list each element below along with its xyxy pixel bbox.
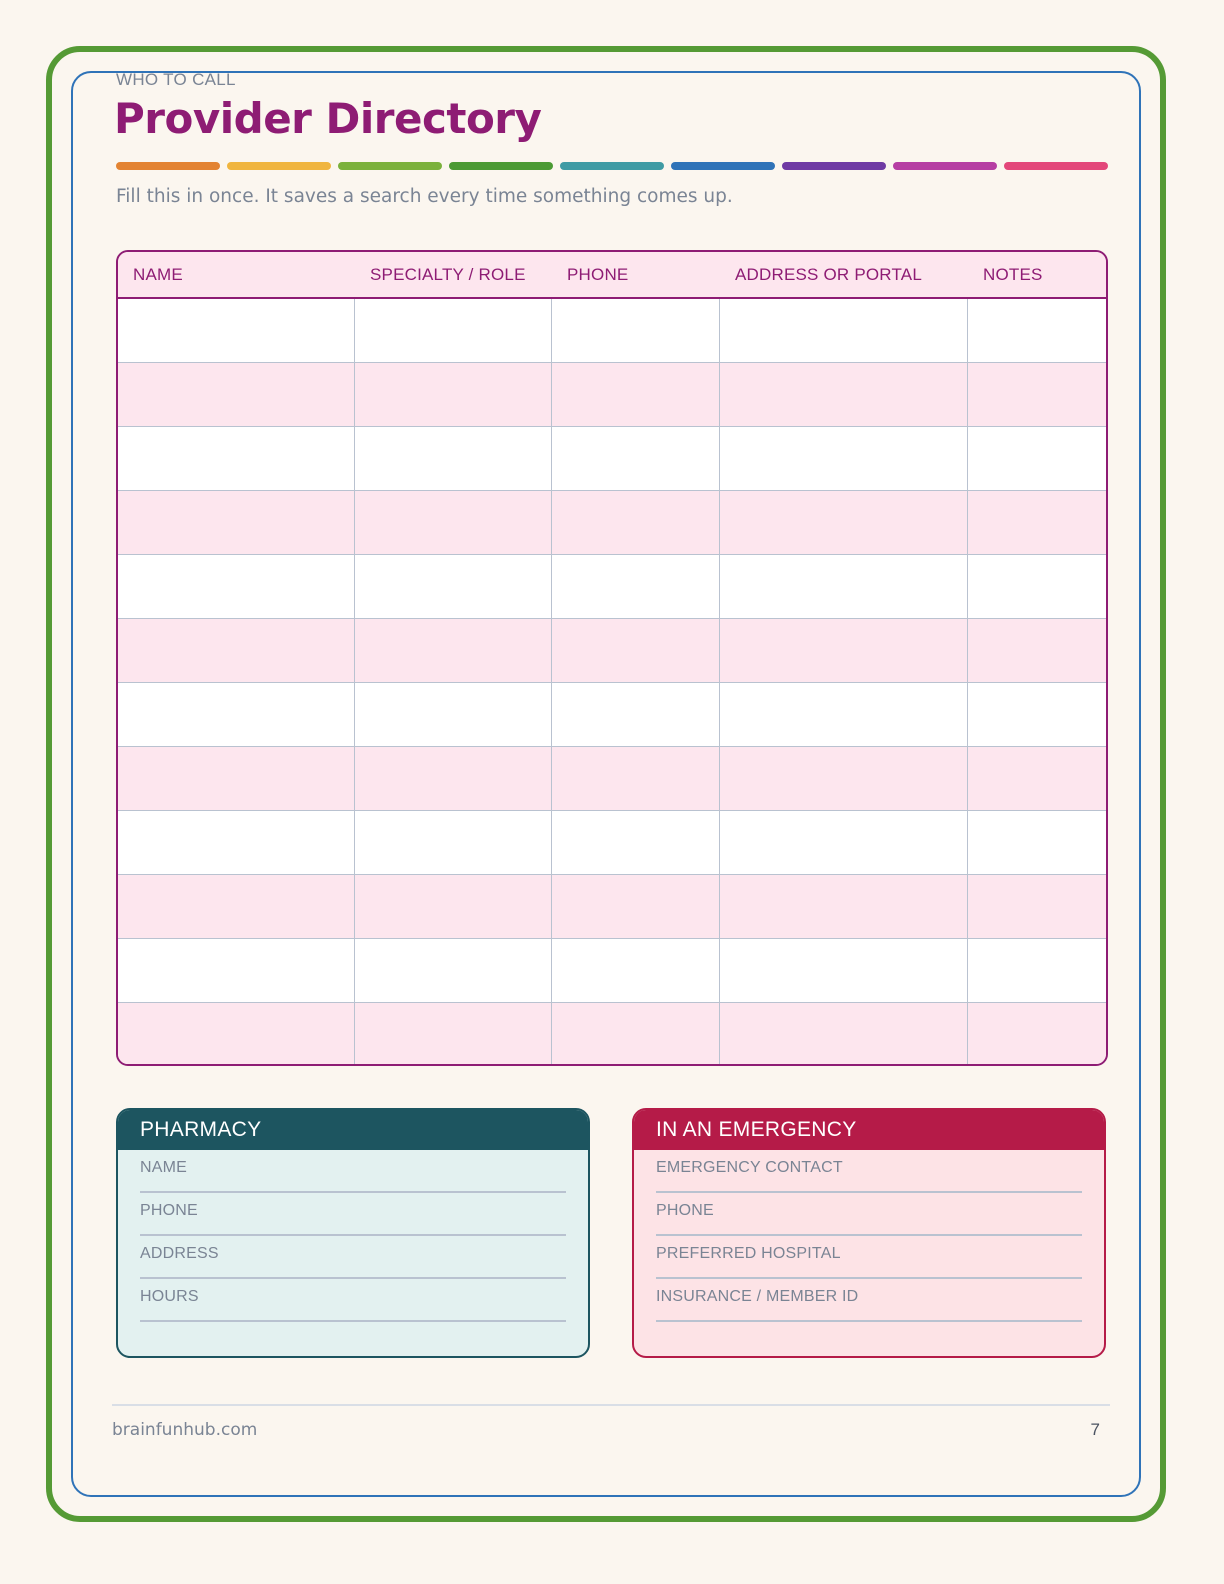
cell-address[interactable] — [720, 1003, 968, 1066]
cell-phone[interactable] — [552, 555, 720, 618]
column-header-address: ADDRESS OR PORTAL — [735, 264, 922, 284]
column-header-phone: PHONE — [567, 264, 629, 284]
cell-phone[interactable] — [552, 939, 720, 1002]
page-title: Provider Directory — [114, 94, 542, 143]
cell-address[interactable] — [720, 491, 968, 554]
rainbow-segment — [449, 162, 553, 170]
cell-notes[interactable] — [968, 619, 1106, 682]
footer-site: brainfunhub.com — [112, 1420, 258, 1440]
cell-address[interactable] — [720, 427, 968, 490]
rainbow-segment — [227, 162, 331, 170]
cell-name[interactable] — [118, 555, 355, 618]
cell-specialty[interactable] — [355, 683, 552, 746]
cell-name[interactable] — [118, 939, 355, 1002]
cell-notes[interactable] — [968, 491, 1106, 554]
emergency-phone-field[interactable]: PHONE — [656, 1193, 1082, 1236]
cell-name[interactable] — [118, 747, 355, 810]
eyebrow: WHO TO CALL — [116, 70, 236, 89]
cell-phone[interactable] — [552, 811, 720, 874]
cell-specialty[interactable] — [355, 811, 552, 874]
cell-address[interactable] — [720, 619, 968, 682]
cell-phone[interactable] — [552, 875, 720, 938]
cell-notes[interactable] — [968, 747, 1106, 810]
rainbow-segment — [1004, 162, 1108, 170]
column-header-specialty: SPECIALTY / ROLE — [370, 264, 526, 284]
rainbow-segment — [560, 162, 664, 170]
cell-address[interactable] — [720, 747, 968, 810]
cell-name[interactable] — [118, 427, 355, 490]
table-row — [118, 683, 1106, 747]
cell-phone[interactable] — [552, 363, 720, 426]
cell-specialty[interactable] — [355, 939, 552, 1002]
cell-address[interactable] — [720, 363, 968, 426]
table-row — [118, 555, 1106, 619]
cell-specialty[interactable] — [355, 299, 552, 362]
cell-name[interactable] — [118, 491, 355, 554]
cell-notes[interactable] — [968, 555, 1106, 618]
rainbow-segment — [782, 162, 886, 170]
cell-name[interactable] — [118, 683, 355, 746]
cell-phone[interactable] — [552, 491, 720, 554]
table-row — [118, 363, 1106, 427]
cell-name[interactable] — [118, 363, 355, 426]
cell-phone[interactable] — [552, 1003, 720, 1066]
cell-name[interactable] — [118, 299, 355, 362]
cell-phone[interactable] — [552, 683, 720, 746]
cell-phone[interactable] — [552, 747, 720, 810]
emergency-contact-field[interactable]: EMERGENCY CONTACT — [656, 1150, 1082, 1193]
cell-name[interactable] — [118, 619, 355, 682]
cell-specialty[interactable] — [355, 555, 552, 618]
pharmacy-phone-field[interactable]: PHONE — [140, 1193, 566, 1236]
table-row — [118, 747, 1106, 811]
cell-name[interactable] — [118, 811, 355, 874]
preferred-hospital-field[interactable]: PREFERRED HOSPITAL — [656, 1236, 1082, 1279]
cell-address[interactable] — [720, 555, 968, 618]
cell-specialty[interactable] — [355, 363, 552, 426]
column-header-notes: NOTES — [983, 264, 1043, 284]
table-body — [118, 299, 1106, 1066]
cell-phone[interactable] — [552, 427, 720, 490]
pharmacy-name-field[interactable]: NAME — [140, 1150, 566, 1193]
rainbow-segment — [116, 162, 220, 170]
cell-notes[interactable] — [968, 811, 1106, 874]
table-header — [118, 252, 1106, 299]
cell-specialty[interactable] — [355, 747, 552, 810]
rainbow-segment — [338, 162, 442, 170]
cell-notes[interactable] — [968, 363, 1106, 426]
provider-table — [116, 250, 1108, 1066]
cell-notes[interactable] — [968, 427, 1106, 490]
cell-address[interactable] — [720, 939, 968, 1002]
cell-address[interactable] — [720, 875, 968, 938]
table-row — [118, 1003, 1106, 1066]
cell-phone[interactable] — [552, 619, 720, 682]
table-row — [118, 811, 1106, 875]
pharmacy-card — [116, 1108, 590, 1358]
cell-address[interactable] — [720, 811, 968, 874]
rainbow-segment — [671, 162, 775, 170]
cell-specialty[interactable] — [355, 491, 552, 554]
column-header-name: NAME — [133, 264, 183, 284]
cell-name[interactable] — [118, 875, 355, 938]
cell-notes[interactable] — [968, 299, 1106, 362]
table-row — [118, 427, 1106, 491]
cell-phone[interactable] — [552, 299, 720, 362]
emergency-card-title: IN AN EMERGENCY — [634, 1110, 1104, 1150]
table-row — [118, 619, 1106, 683]
pharmacy-address-field[interactable]: ADDRESS — [140, 1236, 566, 1279]
cell-specialty[interactable] — [355, 427, 552, 490]
cell-notes[interactable] — [968, 875, 1106, 938]
emergency-card — [632, 1108, 1106, 1358]
pharmacy-hours-field[interactable]: HOURS — [140, 1279, 566, 1322]
intro-text: Fill this in once. It saves a search every time something comes up. — [116, 186, 733, 207]
rainbow-divider — [116, 162, 1108, 170]
cell-address[interactable] — [720, 683, 968, 746]
cell-notes[interactable] — [968, 683, 1106, 746]
cell-name[interactable] — [118, 1003, 355, 1066]
rainbow-segment — [893, 162, 997, 170]
footer-divider — [112, 1404, 1110, 1406]
cell-notes[interactable] — [968, 939, 1106, 1002]
table-row — [118, 939, 1106, 1003]
cell-address[interactable] — [720, 299, 968, 362]
cell-notes[interactable] — [968, 1003, 1106, 1066]
pharmacy-card-title: PHARMACY — [118, 1110, 588, 1150]
insurance-id-field[interactable]: INSURANCE / MEMBER ID — [656, 1279, 1082, 1322]
cell-specialty[interactable] — [355, 619, 552, 682]
page-number: 7 — [1090, 1420, 1100, 1439]
cell-specialty[interactable] — [355, 875, 552, 938]
table-row — [118, 299, 1106, 363]
cell-specialty[interactable] — [355, 1003, 552, 1066]
table-row — [118, 491, 1106, 555]
table-row — [118, 875, 1106, 939]
